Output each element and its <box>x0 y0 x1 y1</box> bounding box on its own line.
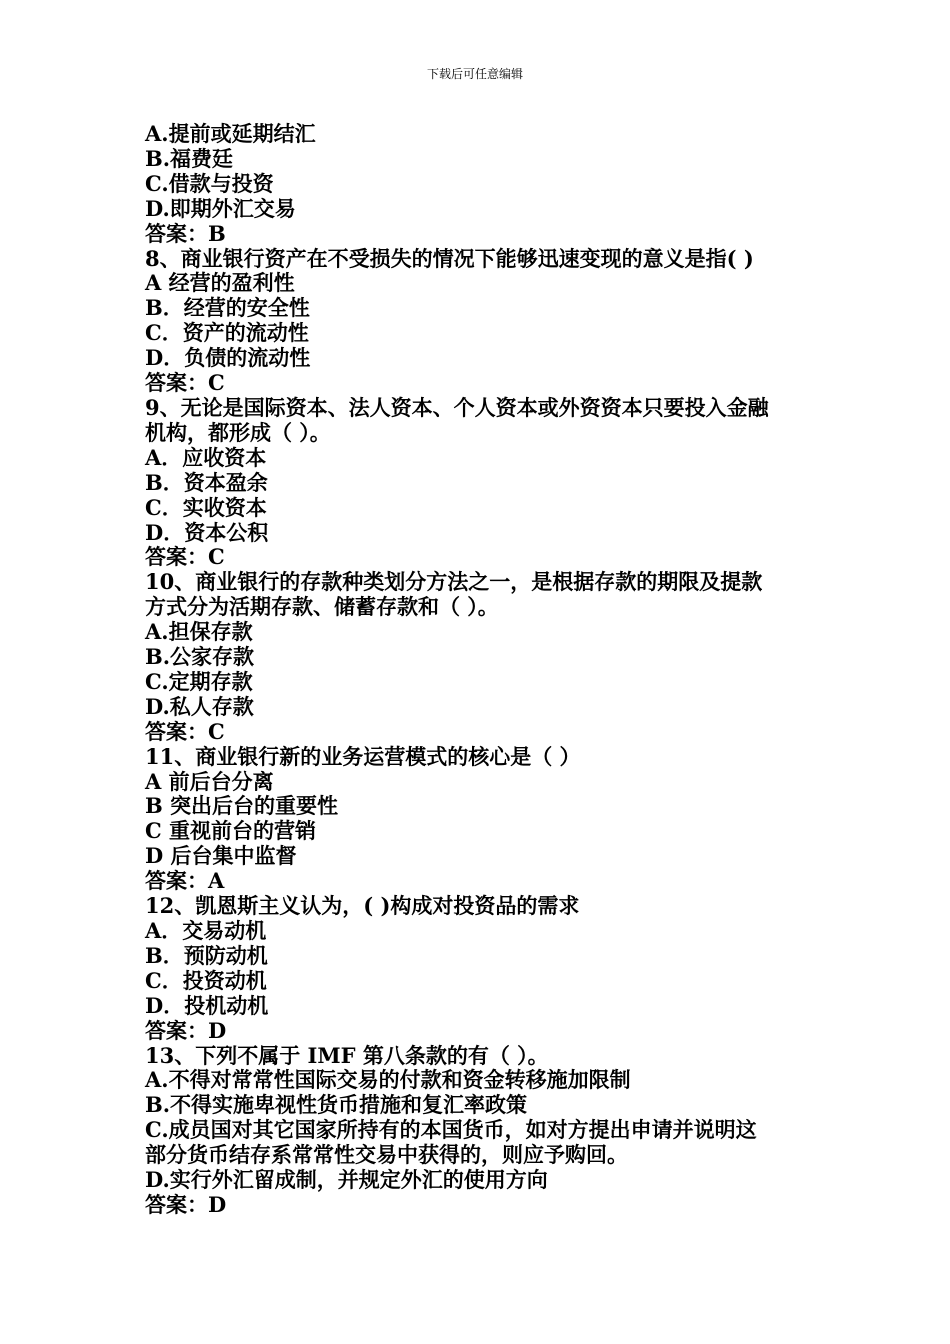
question-line: 12、凯恩斯主义认为，( )构成对投资品的需求 <box>145 893 580 919</box>
option-line: D.即期外汇交易 <box>145 195 296 221</box>
option-line: B．预防动机 <box>145 942 268 968</box>
answer-line: 答案：C <box>145 544 225 570</box>
option-line: C．资产的流动性 <box>145 320 309 346</box>
question-line: 方式分为活期存款、储蓄存款和（ ）。 <box>145 594 499 620</box>
document-body <box>145 122 810 1218</box>
question-line: 10、商业银行的存款种类划分方法之一，是根据存款的期限及提款 <box>145 569 763 595</box>
option-line: A.不得对常常性国际交易的付款和资金转移施加限制 <box>145 1067 631 1093</box>
answer-line: 答案：B <box>145 220 226 246</box>
option-line: A 前后台分离 <box>145 768 274 794</box>
option-line: C 重视前台的营销 <box>145 818 317 844</box>
option-line: D.私人存款 <box>145 693 254 719</box>
option-line: C.成员国对其它国家所持有的本国货币，如对方提出申请并说明这 <box>145 1117 757 1143</box>
answer-line: 答案：C <box>145 370 225 396</box>
option-line: A．交易动机 <box>145 918 267 943</box>
option-line: D．负债的流动性 <box>145 345 311 371</box>
answer-line: 答案：D <box>145 1017 227 1043</box>
option-line: A.提前或延期结汇 <box>145 121 316 146</box>
option-line: D．资本公积 <box>145 519 269 545</box>
answer-line: 答案：C <box>145 718 225 744</box>
question-line: 9、无论是国际资本、法人资本、个人资本或外资资本只要投入金融 <box>145 394 769 420</box>
option-line: C.定期存款 <box>145 668 253 694</box>
option-line: B.公家存款 <box>145 644 255 670</box>
option-line: C．实收资本 <box>145 494 267 520</box>
option-line: C．投资动机 <box>145 967 267 993</box>
option-line: B.福费廷 <box>145 145 234 171</box>
option-line: 部分货币结存系常常性交易中获得的，则应予购回。 <box>145 1142 628 1168</box>
option-line: A．应收资本 <box>145 444 267 470</box>
question-line: 8、商业银行资产在不受损失的情况下能够迅速变现的意义是指( ) <box>145 245 754 271</box>
question-line: 13、下列不属于 IMF 第八条款的有（ ）。 <box>145 1042 549 1068</box>
answer-line: 答案：D <box>145 1191 227 1217</box>
page-header: 下载后可任意编辑 <box>426 67 523 81</box>
option-line: A.担保存款 <box>145 619 253 645</box>
option-line: B．经营的安全性 <box>145 295 310 321</box>
question-line: 机构，都形成（ ）。 <box>145 419 331 445</box>
option-line: B．资本盈余 <box>145 469 268 495</box>
option-line: A 经营的盈利性 <box>145 270 295 296</box>
answer-line: 答案：A <box>145 868 225 894</box>
option-line: B.不得实施卑视性货币措施和复汇率政策 <box>145 1092 528 1118</box>
option-line: D．投机动机 <box>145 992 269 1018</box>
question-line: 11、商业银行新的业务运营模式的核心是（ ） <box>145 743 581 769</box>
option-line: C.借款与投资 <box>145 170 274 196</box>
option-line: D.实行外汇留成制，并规定外汇的使用方向 <box>145 1167 548 1193</box>
option-line: B 突出后台的重要性 <box>145 793 339 819</box>
option-line: D 后台集中监督 <box>145 843 297 869</box>
